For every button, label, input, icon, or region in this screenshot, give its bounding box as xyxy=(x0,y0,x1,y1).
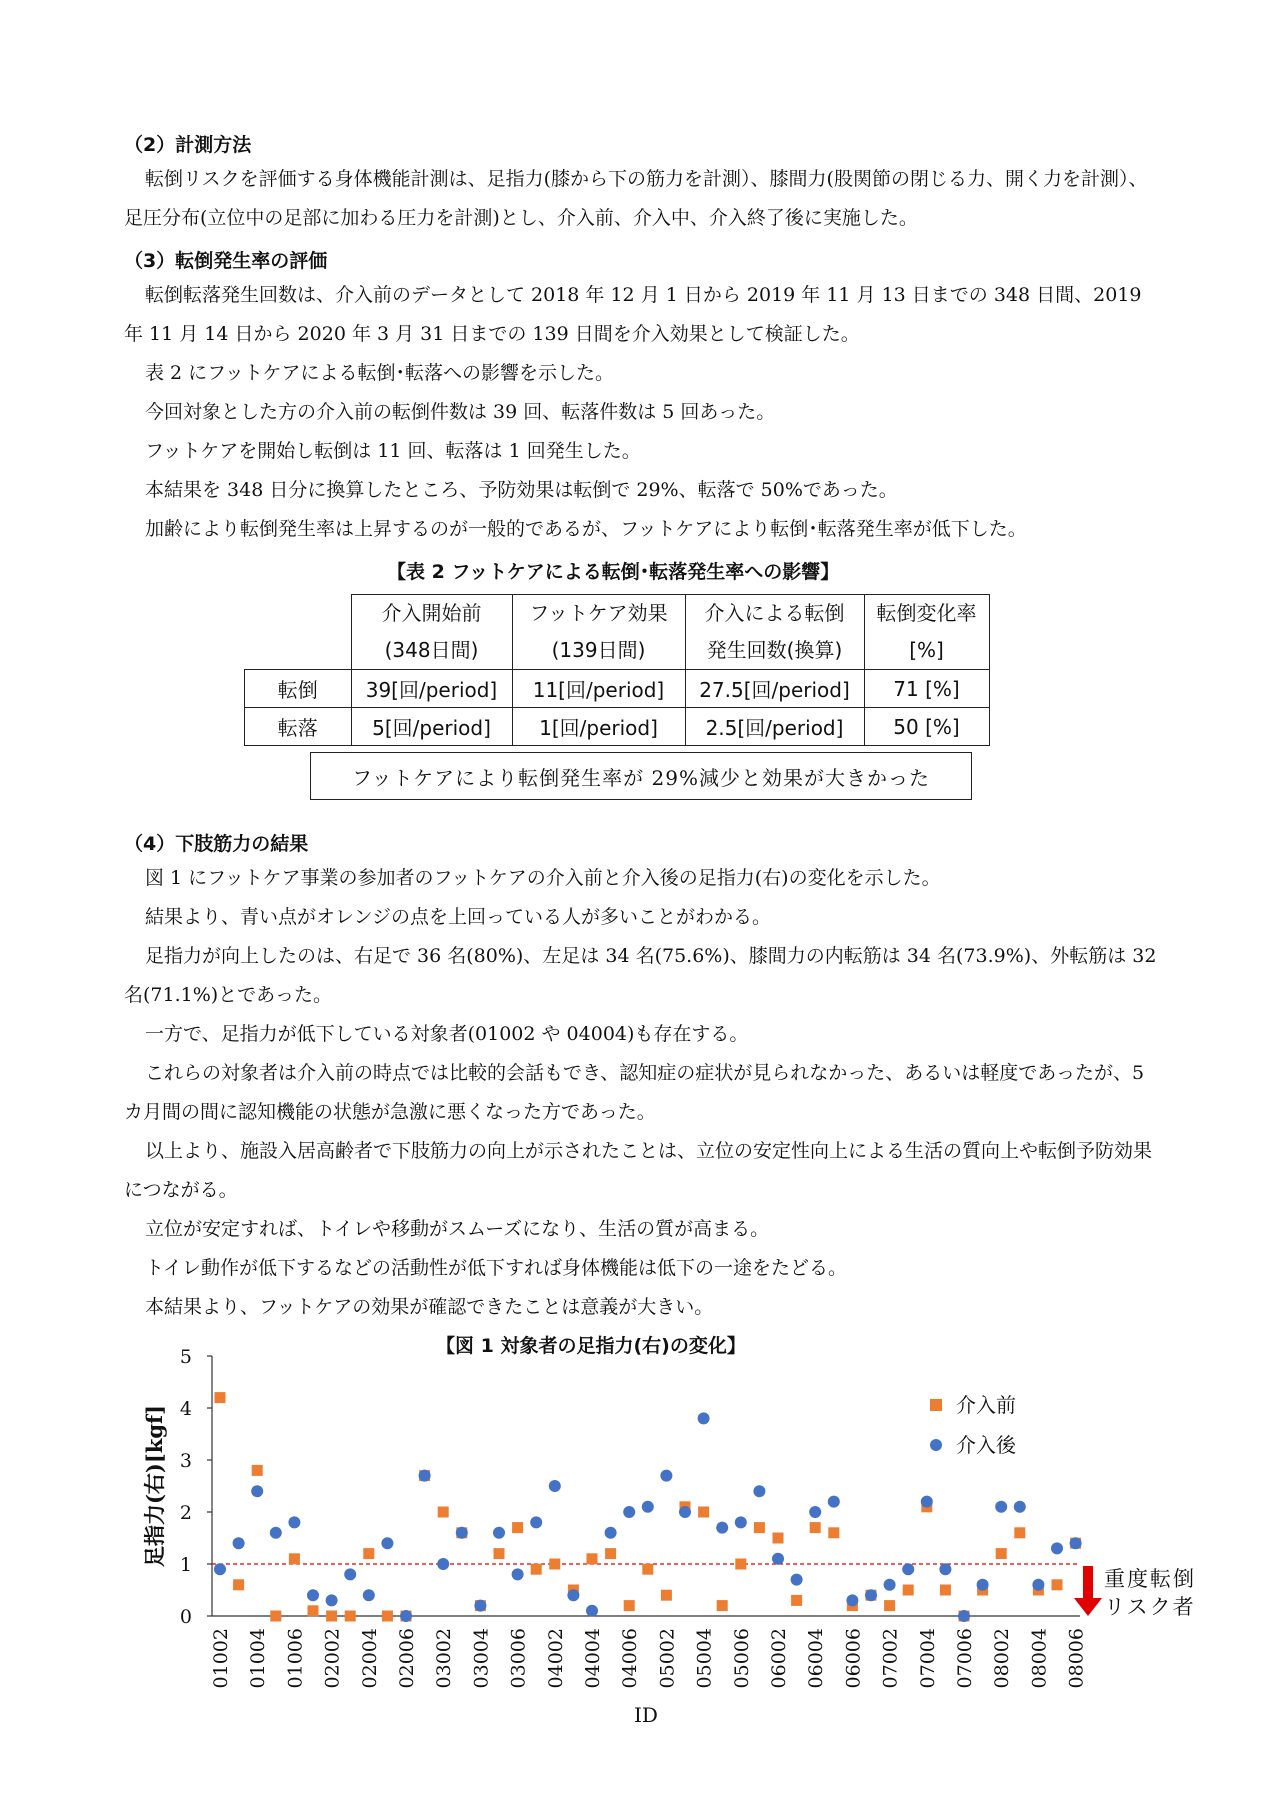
data-point-before xyxy=(382,1611,393,1622)
table-cell: 2.5[回/period] xyxy=(685,708,864,746)
section-4-paragraph-9: 本結果より、フットケアの効果が確認できたことは意義が大きい。 xyxy=(145,1296,714,1318)
section-4-paragraph-2: 結果より、青い点がオレンジの点を上回っている人が多いことがわかる。 xyxy=(145,906,772,928)
figure-1-caption: 【図 1 対象者の足指力(右)の変化】 xyxy=(436,1335,746,1357)
section-4-paragraph-3: 足指力が向上したのは、右足で 36 名(80%)、左足は 34 名(75.6%)、膝間力の内転筋は 34 名(73.9%)、外転筋は 32 名(71.1%)とであった。 xyxy=(124,945,1157,1006)
data-point-after xyxy=(419,1470,431,1482)
table-2-caption: 【表 2 フットケアによる転倒･転落発生率への影響】 xyxy=(387,561,840,583)
data-point-after xyxy=(233,1537,245,1549)
section-3-paragraph-1: 転倒転落発生回数は、介入前のデータとして 2018 年 12 月 1 日から 2019 年 11 月 13 日までの 348 日間、2019 年 11 月 14 日から 2020 年 3 月 31 日までの 139 日間を介入効果として検証した。 xyxy=(124,284,1142,345)
data-point-after xyxy=(772,1553,784,1565)
legend-marker-before xyxy=(930,1399,942,1411)
data-point-before xyxy=(661,1590,672,1601)
legend-marker-after xyxy=(930,1439,942,1451)
y-tick-label: 0 xyxy=(179,1606,192,1628)
x-tick-label: 07004 xyxy=(916,1628,939,1689)
data-point-before xyxy=(531,1564,542,1575)
data-point-before xyxy=(308,1605,319,1616)
data-point-before xyxy=(1014,1527,1025,1538)
table-header-cell: 介入による転倒 発生回数(換算) xyxy=(685,595,864,670)
y-tick-label: 3 xyxy=(179,1450,192,1472)
data-point-after xyxy=(977,1579,989,1591)
x-tick-label: 04006 xyxy=(619,1628,642,1689)
data-point-before xyxy=(884,1600,895,1611)
section-4-paragraph-8: トイレ動作が低下するなどの活動性が低下すれば身体機能は低下の一途をたどる。 xyxy=(145,1257,848,1279)
data-point-after xyxy=(567,1589,579,1601)
x-tick-label: 08002 xyxy=(991,1628,1014,1689)
section-3-heading: （3）転倒発生率の評価 xyxy=(124,250,328,272)
table-cell: 1[回/period] xyxy=(512,708,685,746)
table-cell: 39[回/period] xyxy=(351,670,512,708)
table-header-cell: 介入開始前 (348日間) xyxy=(351,595,512,670)
table-row-label: 転倒 xyxy=(245,670,352,708)
data-point-after xyxy=(214,1563,226,1575)
data-point-after xyxy=(791,1574,803,1586)
table-cell: 27.5[回/period] xyxy=(685,670,864,708)
data-point-after xyxy=(251,1485,263,1497)
data-point-after xyxy=(493,1527,505,1539)
data-point-after xyxy=(902,1563,914,1575)
data-point-before xyxy=(252,1465,263,1476)
data-point-before xyxy=(494,1548,505,1559)
data-point-after xyxy=(512,1568,524,1580)
data-point-after xyxy=(474,1600,486,1612)
data-point-before xyxy=(642,1564,653,1575)
data-point-before xyxy=(512,1522,523,1533)
x-tick-label: 05004 xyxy=(693,1628,716,1689)
section-3-paragraph-3: 今回対象とした方の介入前の転倒件数は 39 回、転落件数は 5 回あった。 xyxy=(145,401,776,423)
data-point-after xyxy=(939,1563,951,1575)
x-tick-label: 06006 xyxy=(842,1628,865,1689)
table-header-cell: 転倒変化率 [%] xyxy=(864,595,989,670)
section-3-paragraph-4: フットケアを開始し転倒は 11 回、転落は 1 回発生した。 xyxy=(145,440,641,462)
x-tick-label: 08004 xyxy=(1028,1628,1051,1689)
section-4-paragraph-7: 立位が安定すれば、トイレや移動がスムーズになり、生活の質が高まる。 xyxy=(145,1218,770,1240)
data-point-after xyxy=(679,1506,691,1518)
section-4-paragraph-5: これらの対象者は介入前の時点では比較的会話もでき、認知症の症状が見られなかった、あるいは軽度であったが、5 カ月間の間に認知機能の状態が急激に悪くなった方であった。 xyxy=(124,1062,1145,1123)
data-point-before xyxy=(698,1507,709,1518)
x-tick-label: 03004 xyxy=(470,1628,493,1689)
section-3-paragraph-6: 加齢により転倒発生率は上昇するのが一般的であるが、フットケアにより転倒･転落発生率が低下した。 xyxy=(145,518,1027,540)
data-point-after xyxy=(921,1496,933,1508)
data-point-before xyxy=(438,1507,449,1518)
data-point-after xyxy=(995,1501,1007,1513)
data-point-after xyxy=(828,1496,840,1508)
x-tick-label: 06002 xyxy=(768,1628,790,1689)
y-tick-label: 4 xyxy=(179,1398,192,1420)
data-point-before xyxy=(810,1522,821,1533)
data-point-before xyxy=(754,1522,765,1533)
x-tick-label: 08006 xyxy=(1065,1628,1088,1689)
data-point-after xyxy=(549,1480,561,1492)
data-point-after xyxy=(326,1594,338,1606)
y-tick-label: 2 xyxy=(179,1502,192,1524)
table-cell: 71 [%] xyxy=(864,670,989,708)
data-point-before xyxy=(773,1533,784,1544)
table-header-cell: フットケア効果 (139日間) xyxy=(512,595,685,670)
data-point-after xyxy=(698,1412,710,1424)
data-point-before xyxy=(735,1559,746,1570)
table-cell: 5[回/period] xyxy=(351,708,512,746)
y-axis-label: 足指力(右)[kgf] xyxy=(142,1404,167,1568)
section-2-heading: （2）計測方法 xyxy=(124,134,252,156)
data-point-before xyxy=(903,1585,914,1596)
x-tick-label: 02006 xyxy=(396,1628,418,1689)
section-2-text: 転倒リスクを評価する身体機能計測は、足指力(膝から下の筋力を計測）、膝間力(股関節の閉じる力、開く力を計測）、足圧分布(立位中の足部に加わる圧力を計測)とし、介入前、介入中、介入終了後に実施した。 xyxy=(124,168,1148,229)
legend-label: 介入前 xyxy=(956,1393,1016,1417)
section-4-paragraph-1: 図 1 にフットケア事業の参加者のフットケアの介入前と介入後の足指力(右)の変化を示した。 xyxy=(145,867,941,889)
data-point-after xyxy=(1070,1537,1082,1549)
y-tick-label: 1 xyxy=(179,1554,192,1576)
data-point-before xyxy=(270,1611,281,1622)
data-point-after xyxy=(381,1537,393,1549)
data-point-before xyxy=(549,1559,560,1570)
data-point-after xyxy=(865,1589,877,1601)
data-point-before xyxy=(791,1595,802,1606)
legend-label: 介入後 xyxy=(956,1433,1016,1457)
data-point-after xyxy=(344,1568,356,1580)
table-cell: 50 [%] xyxy=(864,708,989,746)
data-point-before xyxy=(940,1585,951,1596)
data-point-after xyxy=(270,1527,282,1539)
table-2-summary-box: フットケアにより転倒発生率が 29%減少と効果が大きかった xyxy=(310,752,972,800)
x-tick-label: 01002 xyxy=(210,1628,232,1689)
table-cell: 11[回/period] xyxy=(512,670,685,708)
table-row-label: 転落 xyxy=(245,708,352,746)
x-tick-label: 04004 xyxy=(582,1628,604,1689)
data-point-before xyxy=(215,1392,226,1403)
data-point-after xyxy=(735,1516,747,1528)
data-point-before xyxy=(605,1548,616,1559)
x-tick-label: 02004 xyxy=(358,1628,381,1689)
data-point-before xyxy=(587,1553,598,1564)
x-tick-label: 07006 xyxy=(954,1628,976,1689)
data-point-after xyxy=(716,1522,728,1534)
data-point-after xyxy=(586,1605,598,1617)
section-4-paragraph-6: 以上より、施設入居高齢者で下肢筋力の向上が示されたことは、立位の安定性向上による生活の質向上や転倒予防効果につながる。 xyxy=(124,1140,1153,1201)
data-point-after xyxy=(1014,1501,1026,1513)
x-tick-label: 03002 xyxy=(433,1628,456,1689)
data-point-after xyxy=(884,1579,896,1591)
x-tick-label: 01004 xyxy=(247,1628,270,1689)
data-point-before xyxy=(996,1548,1007,1559)
data-point-after xyxy=(1032,1579,1044,1591)
data-point-before xyxy=(828,1527,839,1538)
x-tick-label: 04002 xyxy=(544,1628,567,1689)
section-4-paragraph-4: 一方で、足指力が低下している対象者(01002 や 04004)も存在する。 xyxy=(145,1023,749,1045)
data-point-after xyxy=(288,1516,300,1528)
section-3-paragraph-2: 表 2 にフットケアによる転倒･転落への影響を示した。 xyxy=(145,362,614,384)
data-point-after xyxy=(363,1589,375,1601)
data-point-after xyxy=(456,1527,468,1539)
y-tick-label: 5 xyxy=(179,1346,192,1368)
data-point-after xyxy=(307,1589,319,1601)
data-point-before xyxy=(345,1611,356,1622)
data-point-before xyxy=(233,1579,244,1590)
data-point-after xyxy=(958,1610,970,1622)
risk-annotation-line-1: 重度転倒 xyxy=(1104,1567,1196,1591)
down-arrow-head-icon xyxy=(1074,1598,1102,1616)
x-tick-label: 05006 xyxy=(730,1628,753,1689)
data-point-after xyxy=(605,1527,617,1539)
data-point-after xyxy=(437,1558,449,1570)
data-point-after xyxy=(846,1594,858,1606)
x-axis-label: ID xyxy=(634,1703,658,1727)
data-point-after xyxy=(753,1485,765,1497)
x-tick-label: 03006 xyxy=(507,1628,530,1689)
data-point-before xyxy=(326,1611,337,1622)
data-point-before xyxy=(363,1548,374,1559)
data-point-after xyxy=(623,1506,635,1518)
data-point-after xyxy=(660,1470,672,1482)
data-point-before xyxy=(289,1553,300,1564)
x-tick-label: 07002 xyxy=(879,1628,902,1689)
x-tick-label: 06004 xyxy=(805,1628,828,1689)
section-3-paragraph-5: 本結果を 348 日分に換算したところ、予防効果は転倒で 29%、転落で 50%であった。 xyxy=(145,479,898,501)
risk-annotation-line-2: リスク者 xyxy=(1104,1595,1196,1619)
data-point-before xyxy=(624,1600,635,1611)
data-point-after xyxy=(809,1506,821,1518)
x-tick-label: 02002 xyxy=(321,1628,344,1689)
x-tick-label: 05002 xyxy=(656,1628,679,1689)
x-tick-label: 01006 xyxy=(284,1628,307,1689)
down-arrow-icon xyxy=(1083,1566,1093,1600)
data-point-after xyxy=(1051,1542,1063,1554)
data-point-after xyxy=(530,1516,542,1528)
data-point-after xyxy=(642,1501,654,1513)
data-point-after xyxy=(400,1610,412,1622)
data-point-before xyxy=(1052,1579,1063,1590)
section-4-heading: （4）下肢筋力の結果 xyxy=(124,833,309,855)
data-point-before xyxy=(717,1600,728,1611)
